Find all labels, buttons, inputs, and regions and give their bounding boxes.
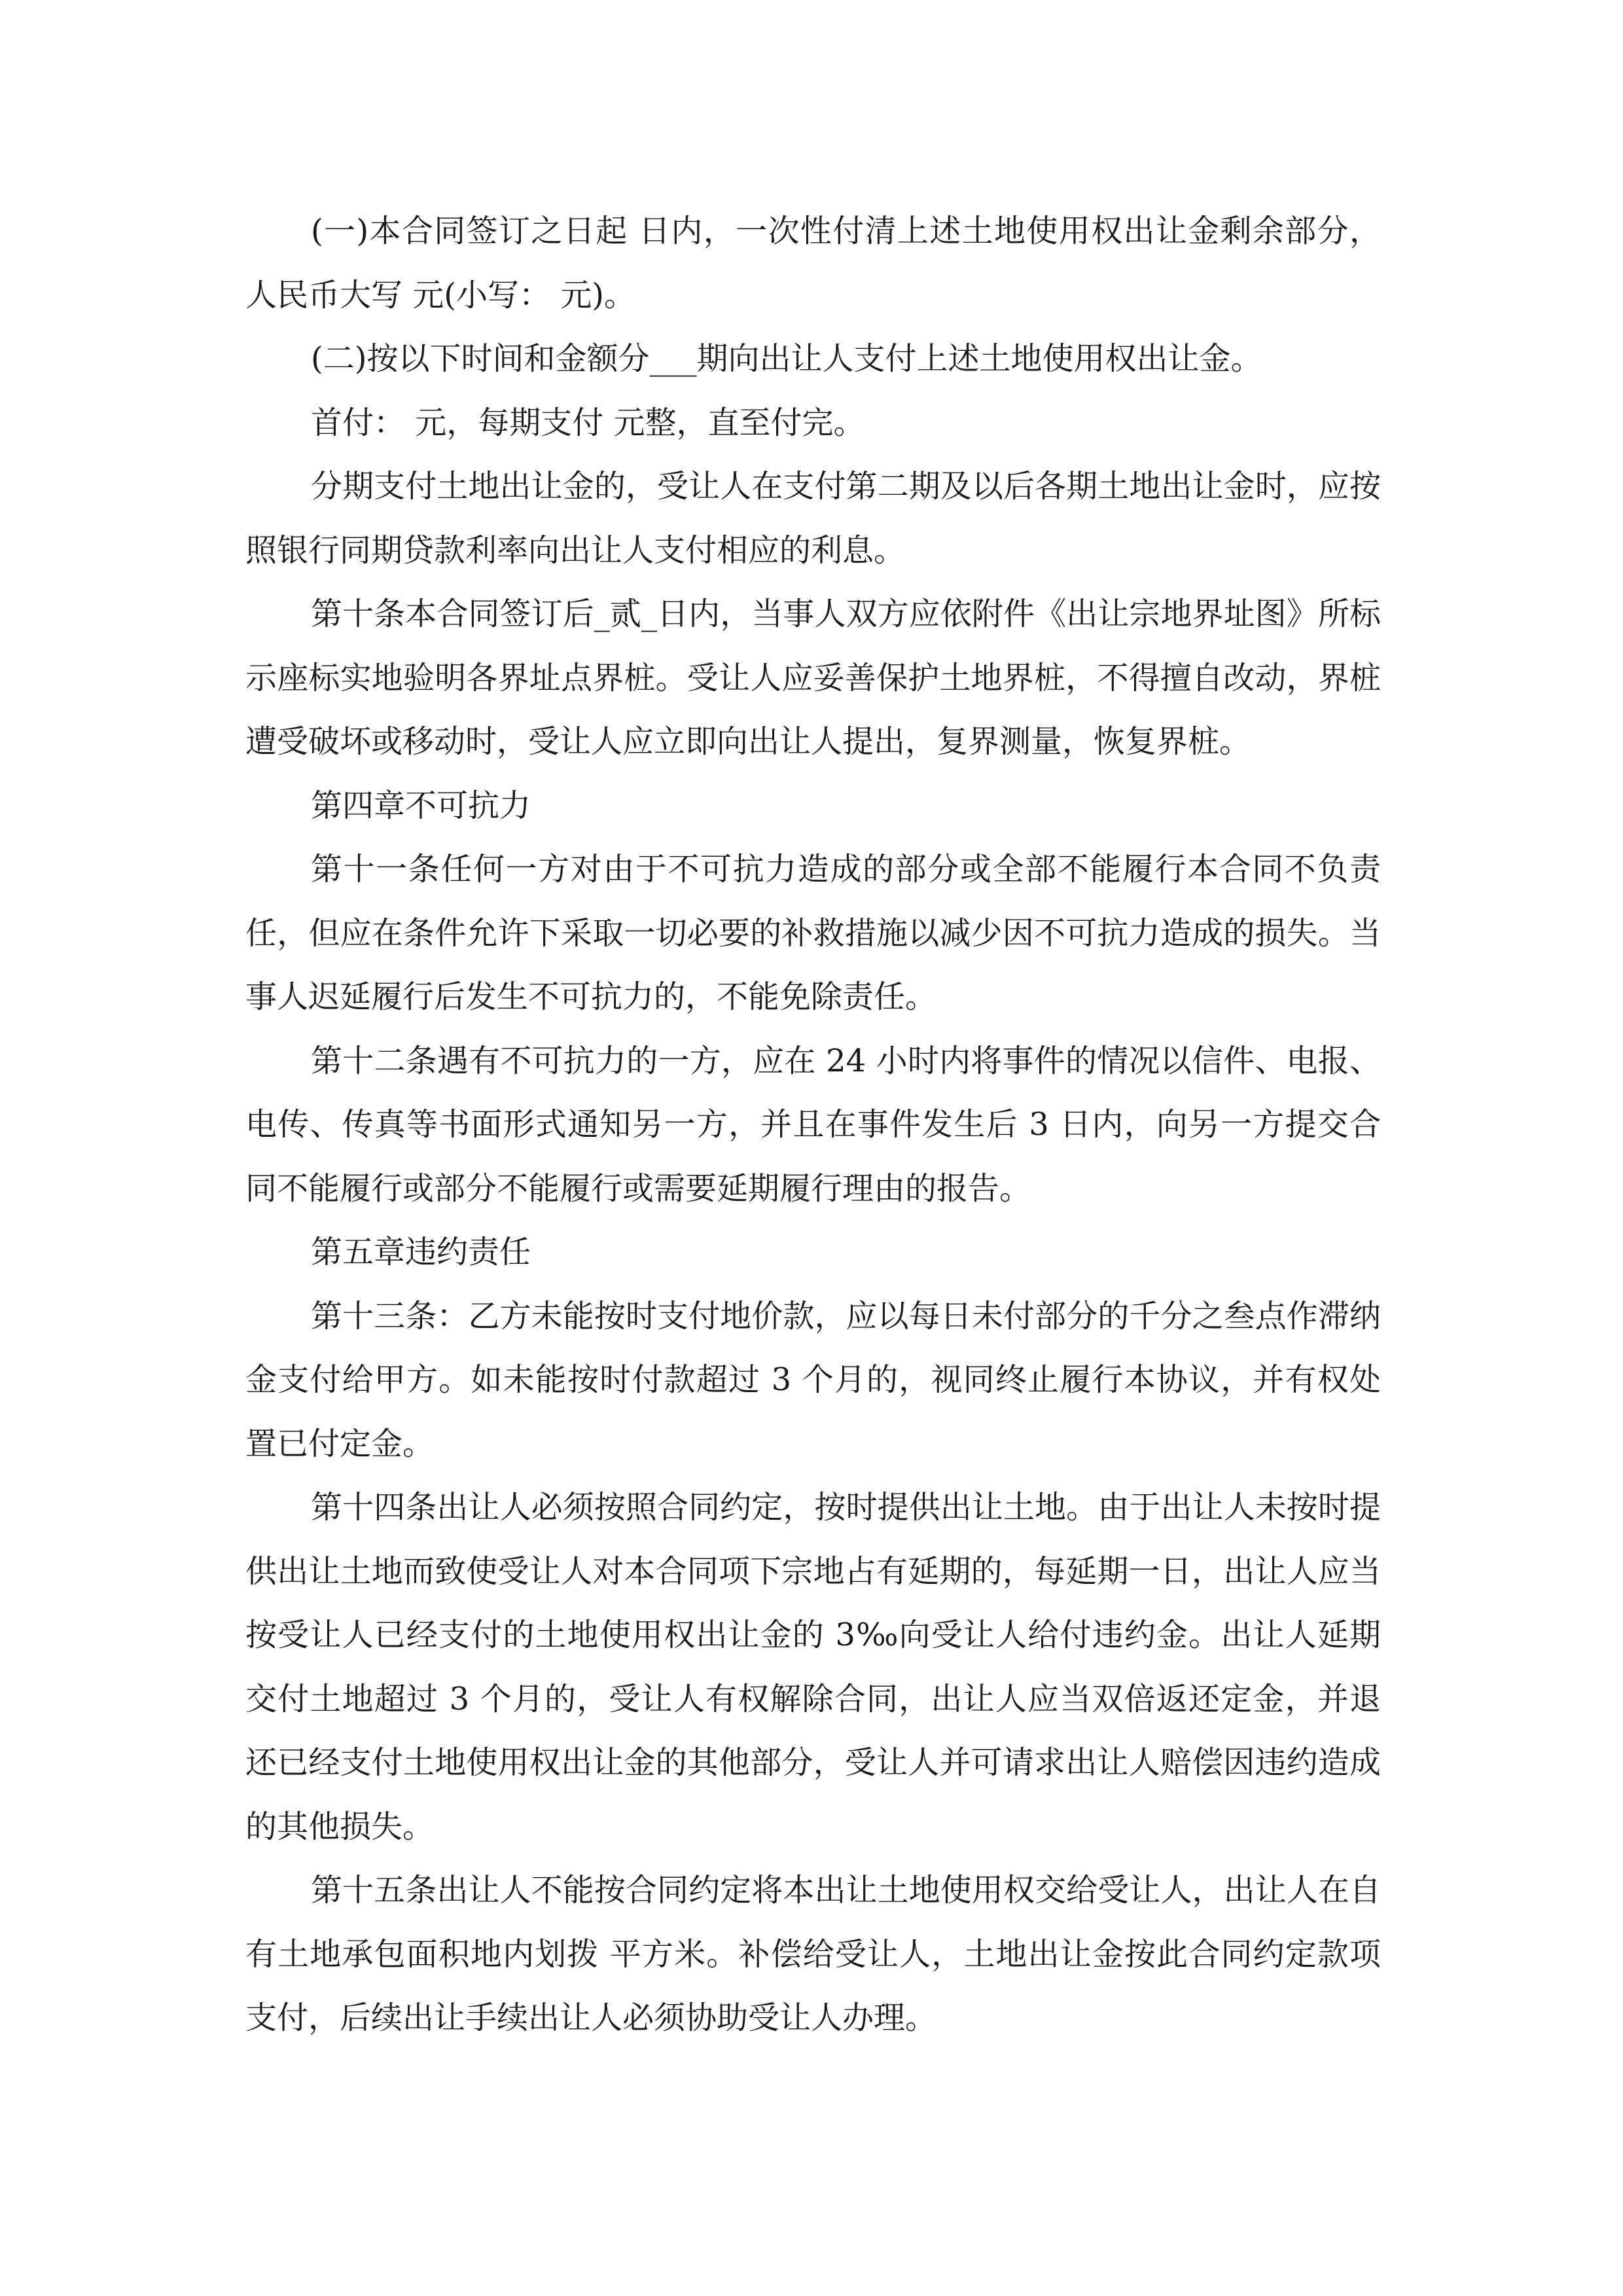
- chapter-heading-breach-liability: 第五章违约责任: [311, 1234, 531, 1270]
- paragraph-payment-installments: (二)按以下时间和金额分___期向出让人支付上述土地使用权出让金。: [311, 340, 1262, 377]
- paragraph-article-13: 第十三条：乙方未能按时支付地价款，应以每日未付部分的千分之叁点作滞纳金支付给甲方。如未能按时付款超过 3 个月的，视同终止履行本协议，并有权处置已付定金。: [245, 1297, 1381, 1462]
- paragraph-down-payment: 首付： 元，每期支付 元整，直至付完。: [311, 404, 865, 441]
- paragraph-article-12: 第十二条遇有不可抗力的一方，应在 24 小时内将事件的情况以信件、电报、电传、传真等书面形式通知另一方，并且在事件发生后 3 日内，向另一方提交合同不能履行或部分不能履行或需要延期履行理由的报告。: [245, 1042, 1381, 1207]
- paragraph-article-11: 第十一条任何一方对由于不可抗力造成的部分或全部不能履行本合同不负责任，但应在条件允许下采取一切必要的补救措施以减少因不可抗力造成的损失。当事人迟延履行后发生不可抗力的，不能免除责任。: [245, 851, 1381, 1015]
- chapter-heading-force-majeure: 第四章不可抗力: [311, 787, 531, 824]
- document-body: [245, 200, 1381, 2051]
- paragraph-payment-lump-sum: (一)本合同签订之日起 日内，一次性付清上述土地使用权出让金剩余部分，人民币大写 元(小写： 元)。: [245, 213, 1381, 314]
- paragraph-article-15: 第十五条出让人不能按合同约定将本出让土地使用权交给受让人，出让人在自有土地承包面积地内划拨 平方米。补偿给受让人，土地出让金按此合同约定款项支付，后续出让手续出让人必须协助受让人办理。: [245, 1872, 1381, 2036]
- paragraph-article-14: 第十四条出让人必须按照合同约定，按时提供出让土地。由于出让人未按时提供出让土地而致使受让人对本合同项下宗地占有延期的，每延期一日，出让人应当按受让人已经支付的土地使用权出让金的 3‰向受让人给付违约金。出让人延期交付土地超过 3 个月的，受让人有权解除合同，出让人应当双倍返还定金，并退还已经支付土地使用权出让金的其他部分，受让人并可请求出让人赔偿因违约造成的其他损失。: [245, 1489, 1381, 1845]
- paragraph-article-10: 第十条本合同签订后_贰_日内，当事人双方应依附件《出让宗地界址图》所标示座标实地验明各界址点界桩。受让人应妥善保护土地界桩，不得擅自改动，界桩遭受破坏或移动时，受让人应立即向出让人提出，复界测量，恢复界桩。: [245, 596, 1381, 760]
- paragraph-installment-interest: 分期支付土地出让金的，受让人在支付第二期及以后各期土地出让金时，应按照银行同期贷款利率向出让人支付相应的利息。: [245, 468, 1381, 569]
